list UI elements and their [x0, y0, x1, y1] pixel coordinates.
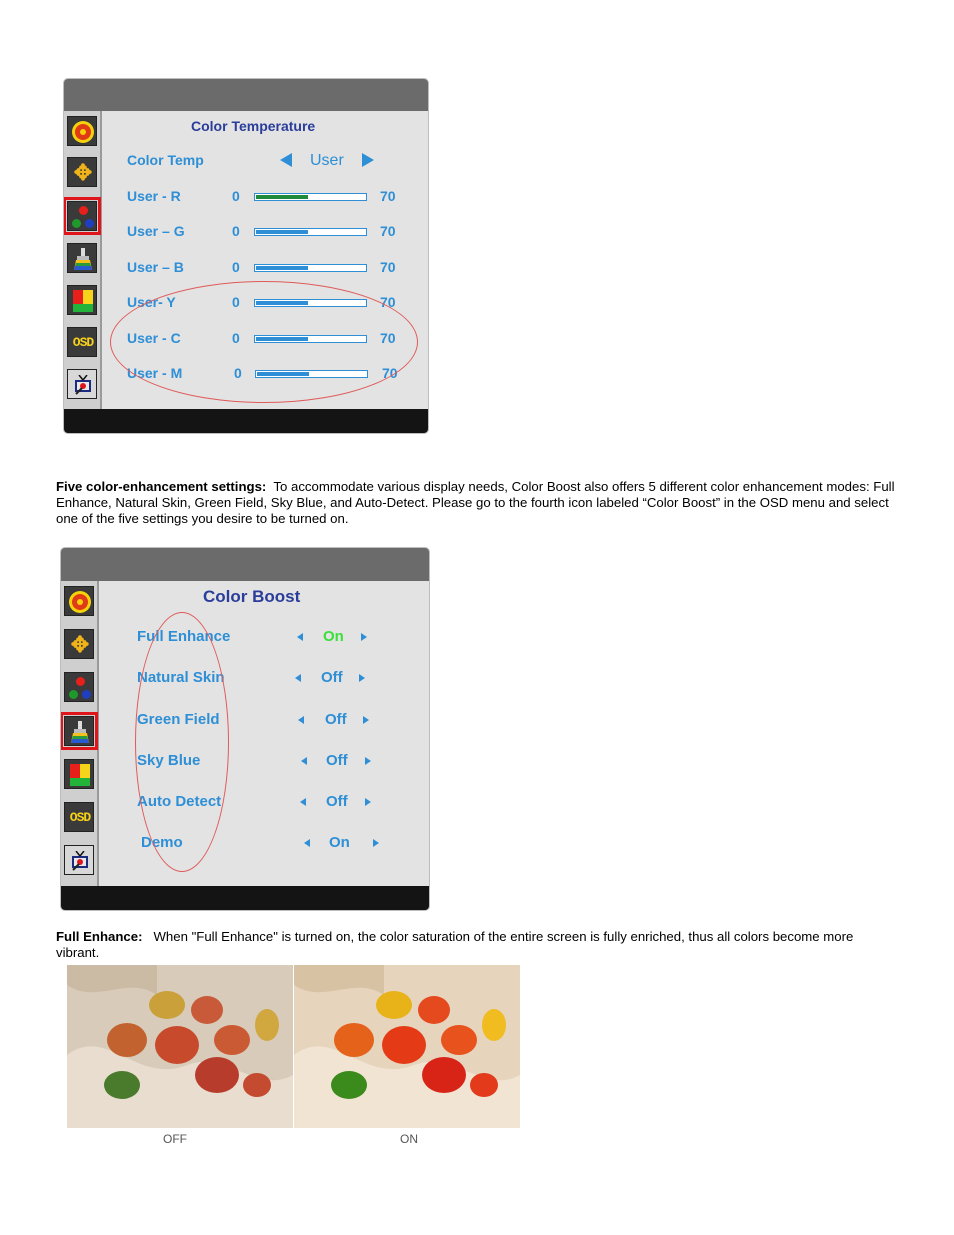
paragraph-body: To accommodate various display needs, Color Boost also offers 5 different color enhancement modes: Full Enhance, Natural Skin, Green Field, Sky Blue, and Auto-Detect. Please go to the fourth icon labeled “Color Boost” in the OSD menu and select one of the five settings you desire to be turned on. [56, 479, 895, 526]
slider-fill [256, 195, 308, 199]
caption-on: ON [400, 1132, 418, 1146]
slider-min-value: 0 [232, 330, 240, 346]
color-temp-label: Color Temp [127, 152, 204, 168]
user-slider[interactable] [254, 193, 367, 201]
brightness-icon[interactable] [67, 116, 97, 146]
row-value[interactable]: Off [321, 669, 343, 686]
row-value[interactable]: On [323, 628, 344, 645]
slider-min-value: 0 [232, 259, 240, 275]
row-right-arrow[interactable] [359, 674, 365, 682]
slider-max-value: 70 [382, 365, 398, 381]
color-boost-row-label: Natural Skin [137, 669, 225, 686]
color-icon[interactable] [67, 201, 97, 231]
paragraph-heading: Full Enhance: [56, 929, 143, 944]
position-icon[interactable]: ✥ [67, 157, 97, 187]
slider-min-value: 0 [234, 365, 242, 381]
slider-min-value: 0 [232, 188, 240, 204]
osd-bottom-bar [61, 886, 429, 910]
extra-icon[interactable] [67, 369, 97, 399]
color-boost-row-label: Full Enhance [137, 628, 231, 645]
slider-fill [256, 266, 308, 270]
user-slider[interactable] [254, 264, 367, 272]
osd-setup-icon[interactable]: OSD [64, 802, 94, 832]
color-boost-icon[interactable] [64, 716, 94, 746]
slider-min-value: 0 [232, 294, 240, 310]
row-right-arrow[interactable] [363, 716, 369, 724]
row-left-arrow[interactable] [295, 674, 301, 682]
row-left-arrow[interactable] [297, 633, 303, 641]
osd-title: Color Boost [203, 587, 301, 606]
slider-max-value: 70 [380, 223, 396, 239]
osd-bottom-bar [64, 409, 428, 433]
row-left-arrow[interactable] [298, 716, 304, 724]
row-value[interactable]: Off [326, 793, 348, 810]
slider-max-value: 70 [380, 294, 396, 310]
osd-color-boost-panel [61, 548, 429, 910]
highlight-ellipse [110, 281, 418, 403]
slider-fill [256, 230, 308, 234]
peppers-photo-off [67, 965, 293, 1128]
paragraph-body: When "Full Enhance" is turned on, the color saturation of the entire screen is fully enriched, thus all colors become more vibrant. [56, 929, 854, 960]
peppers-image-off [67, 965, 293, 1128]
user-row-label: User - C [127, 330, 181, 346]
paragraph-color-enhancement [56, 479, 896, 527]
color-icon[interactable] [64, 672, 94, 702]
slider-max-value: 70 [380, 188, 396, 204]
peppers-image-on [294, 965, 520, 1128]
picture-boost-icon[interactable] [64, 759, 94, 789]
paragraph-heading: Five color-enhancement settings: [56, 479, 267, 494]
row-left-arrow[interactable] [304, 839, 310, 847]
color-boost-row-label: Sky Blue [137, 752, 201, 769]
extra-icon[interactable] [64, 845, 94, 875]
brightness-icon[interactable] [64, 586, 94, 616]
row-left-arrow[interactable] [300, 798, 306, 806]
row-right-arrow[interactable] [365, 798, 371, 806]
color-temp-right-arrow[interactable] [362, 153, 374, 167]
user-row-label: User – B [127, 259, 184, 275]
highlight-ellipse [135, 612, 229, 872]
color-temp-left-arrow[interactable] [280, 153, 292, 167]
row-value[interactable]: Off [325, 711, 347, 728]
row-value[interactable]: Off [326, 752, 348, 769]
user-row-label: User- Y [127, 294, 176, 310]
color-boost-icon[interactable] [67, 243, 97, 273]
osd-color-temperature-panel [64, 79, 428, 433]
slider-max-value: 70 [380, 330, 396, 346]
position-icon[interactable]: ✥ [64, 629, 94, 659]
paragraph-full-enhance [56, 929, 896, 961]
row-right-arrow[interactable] [373, 839, 379, 847]
row-value[interactable]: On [329, 834, 350, 851]
peppers-photo-on [294, 965, 520, 1128]
row-right-arrow[interactable] [361, 633, 367, 641]
row-right-arrow[interactable] [365, 757, 371, 765]
row-left-arrow[interactable] [301, 757, 307, 765]
color-boost-row-label: Green Field [137, 711, 220, 728]
picture-boost-icon[interactable] [67, 285, 97, 315]
osd-title: Color Temperature [191, 118, 316, 134]
osd-setup-icon[interactable]: OSD [67, 327, 97, 357]
osd-icon-column [64, 111, 102, 409]
caption-off: OFF [163, 1132, 187, 1146]
osd-top-bar [64, 79, 428, 111]
osd-top-bar [61, 548, 429, 581]
user-row-label: User - M [127, 365, 183, 381]
color-boost-row-label: Auto Detect [137, 793, 222, 810]
color-boost-row-label: Demo [141, 834, 183, 851]
slider-min-value: 0 [232, 223, 240, 239]
slider-max-value: 70 [380, 259, 396, 275]
osd-icon-column [61, 581, 99, 886]
user-row-label: User - R [127, 188, 181, 204]
color-temp-value[interactable]: User [310, 152, 344, 169]
user-row-label: User – G [127, 223, 185, 239]
user-slider[interactable] [254, 228, 367, 236]
